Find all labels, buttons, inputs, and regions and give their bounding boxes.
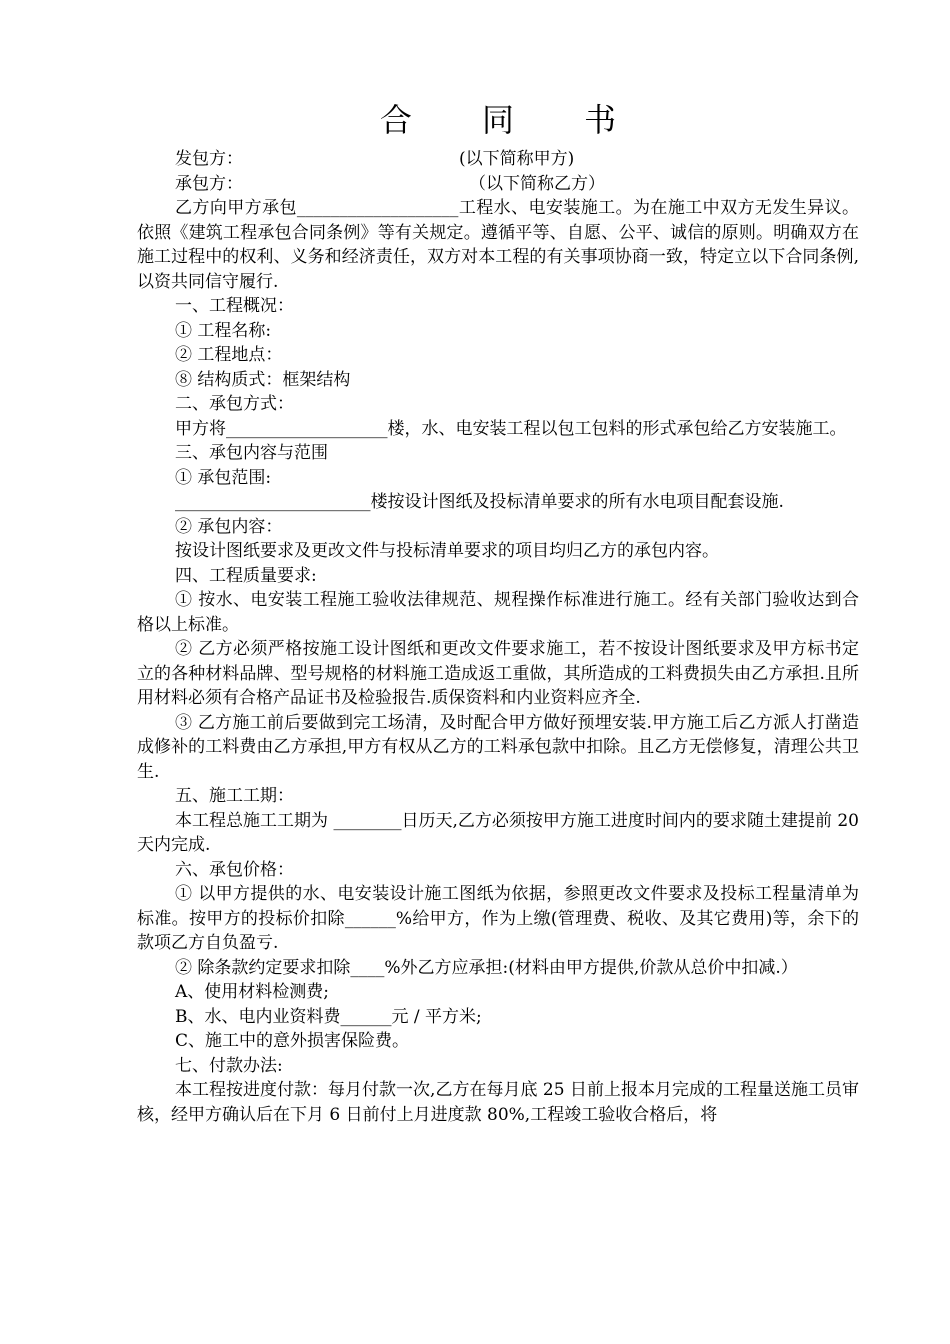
price-item-a: A、使用材料检测费; [175, 982, 330, 1002]
schedule-paragraph: 本工程总施工工期为 ________日历天,乙方必须按甲方施工进度时间内的要求随土建提前 20 天内完成. [137, 810, 865, 855]
party-a-note: (以下简称甲方) [459, 149, 575, 169]
party-b-label: 承包方： [175, 173, 243, 194]
project-name-line: ① 工程名称: [175, 320, 272, 341]
contract-method-paragraph: 甲方将___________________楼，水、电安装工程以包工包料的形式承包给乙方安装施工。 [175, 418, 847, 439]
content-paragraph: 按设计图纸要求及更改文件与投标清单要求的项目均归乙方的承包内容。 [175, 541, 719, 561]
price-paragraph-2: ② 除条款约定要求扣除____%外乙方应承担:(材料由甲方提供,价款从总价中扣减.） [175, 957, 798, 978]
project-location-line: ② 工程地点： [175, 345, 283, 365]
section-heading-overview: 一、工程概况： [175, 296, 294, 316]
payment-paragraph: 本工程按进度付款：每月付款一次,乙方在每月底 25 日前上报本月完成的工程量送施工员审核，经甲方确认后在下月 6 日前付上月进度款 80%,工程竣工验收合格后，将 [137, 1080, 859, 1125]
section-heading-scope: 三、承包内容与范围 [175, 443, 328, 463]
content-label: ② 承包内容： [175, 516, 283, 537]
structure-type-line: ⑧ 结构质式：框架结构 [175, 369, 351, 390]
contract-page [137, 100, 865, 1127]
section-heading-quality: 四、工程质量要求: [175, 565, 317, 586]
price-item-c: C、施工中的意外损害保险费。 [175, 1031, 410, 1051]
intro-paragraph: 乙方向甲方承包___________________工程水、电安装施工。为在施工中双方无发生异议。依照《建筑工程承包合同条例》等有关规定。遵循平等、自愿、公平、诚信的原则。明确双方在施工过程中的权利、义务和经济责任，双方对本工程的有关事项协商一致，特定立以下合同条例,以资共同信守履行. [137, 198, 859, 292]
section-heading-contract-method: 二、承包方式： [175, 394, 294, 414]
scope-label: ① 承包范围: [175, 467, 272, 488]
price-paragraph-1: ① 以甲方提供的水、电安装设计施工图纸为依据，参照更改文件要求及投标工程量清单为标准。按甲方的投标价扣除______%给甲方，作为上缴(管理费、税收、及其它费用)等，余下的款项乙方自负盈亏. [137, 884, 859, 953]
document-title: 合 同 书 [379, 101, 647, 139]
quality-paragraph-3: ③ 乙方施工前后要做到完工场清，及时配合甲方做好预埋安装.甲方施工后乙方派人打凿造成修补的工料费由乙方承担,甲方有权从乙方的工料承包款中扣除。且乙方无偿修复，清理公共卫生. [137, 712, 859, 782]
party-b-note: （以下简称乙方） [469, 173, 605, 194]
section-heading-payment: 七、付款办法: [175, 1055, 283, 1076]
quality-paragraph-2: ② 乙方必须严格按施工设计图纸和更改文件要求施工，若不按设计图纸要求及甲方标书定立的各种材料品牌、型号规格的材料施工造成返工重做，其所造成的工料费损失由乙方承担.且所用材料必须有合格产品证书及检验报告.质保资料和内业资料应齐全. [137, 639, 859, 708]
party-a-line [137, 147, 859, 172]
scope-paragraph: _______________________楼按设计图纸及投标清单要求的所有水电项目配套设施. [175, 492, 784, 512]
quality-paragraph-1: ① 按水、电安装工程施工验收法律规范、规程操作标准进行施工。经有关部门验收达到合格以上标准。 [137, 590, 859, 635]
party-a-label: 发包方： [175, 149, 243, 169]
section-heading-price: 六、承包价格： [175, 859, 294, 880]
party-b-line [137, 172, 859, 197]
price-item-b: B、水、电内业资料费______元 / 平方米; [175, 1006, 482, 1027]
section-heading-schedule: 五、施工工期： [175, 786, 294, 806]
